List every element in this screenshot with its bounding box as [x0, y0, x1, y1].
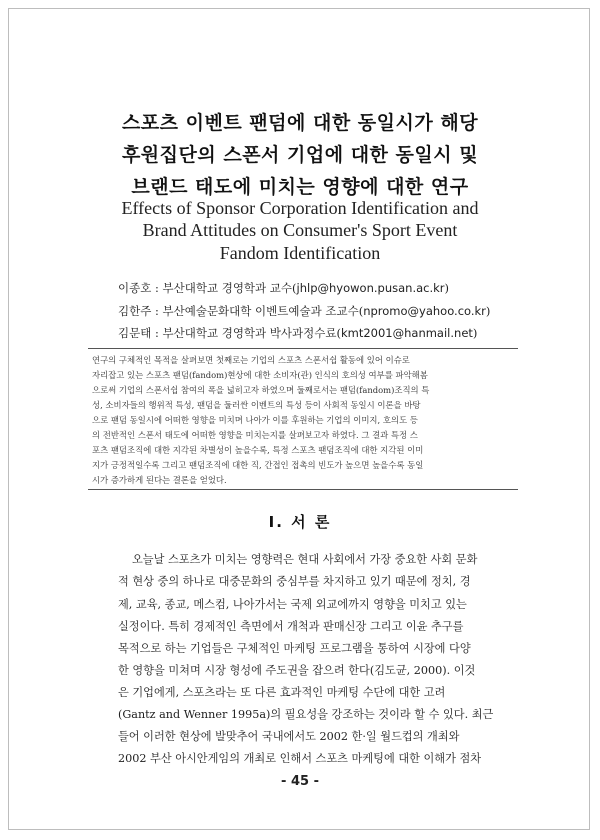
english-title-line-3: Fandom Identification	[219, 243, 381, 263]
section-number: I.	[268, 513, 284, 531]
author-affiliation: 부산대학교 경영학과 박사과정수료	[162, 326, 337, 340]
english-title-line-2: Brand Attitudes on Consumer's Sport Event	[142, 220, 458, 240]
author-name: 김문태	[118, 326, 152, 340]
body-line: 적 현상 중의 하나로 대중문화의 중심부를 차지하고 있기 때문에 정치, 경	[118, 575, 471, 588]
author-affiliation: 부산대학교 경영학과 교수	[162, 281, 293, 295]
author-affiliation: 부산예술문화대학 이벤트예술과 조교수	[162, 304, 359, 318]
body-line: 한 영향을 미쳐며 시장 형성에 주도권을 잡으려 한다(김도균, 2000). 이것	[118, 664, 476, 677]
body-line	[118, 551, 518, 567]
abstract-line: 포츠 팬덤조직에 대한 지각된 차별성이 높을수록, 특정 스포츠 팬덤조직에 대한 지각된 이미	[92, 445, 424, 455]
body-line: 목적으로 하는 기업들은 구체적인 마케팅 프로그램을 통하여 시장에 다양	[118, 642, 471, 655]
section-title: 서 론	[291, 513, 332, 531]
korean-title-line-2: 후원집단의 스폰서 기업에 대한 동일시 및	[121, 144, 479, 166]
author-3: 김문태 : 부산대학교 경영학과 박사과정수료(kmt2001@hanmail.net)	[118, 326, 478, 340]
author-2: 김한주 : 부산예술문화대학 이벤트예술과 조교수(npromo@yahoo.co.kr)	[118, 304, 491, 318]
body-line: (Gantz and Wenner 1995a)의 필요성을 강조하는 것이라 할 수 있다. 최근	[118, 708, 494, 721]
author-1: 이종호 : 부산대학교 경영학과 교수(jhlp@hyowon.pusan.ac.kr)	[118, 281, 450, 295]
author-name: 김한주	[118, 304, 152, 318]
abstract-line: 연구의 구체적인 목적을 살펴보면 첫째로는 기업의 스포츠 스폰서쉽 활동에 있어 이슈로	[92, 355, 410, 365]
body-line: 은 기업에게, 스포츠라는 또 다른 효과적인 마케팅 수단에 대한 고려	[118, 686, 446, 699]
abstract-line: 성, 소비자들의 행위적 특성, 팬덤을 둘러싼 이벤트의 특성 등이 사회적 동일시 이론을 바탕	[92, 400, 421, 410]
body-line: 실정이다. 특히 경제적인 측면에서 개척과 판매신장 그리고 이윤 추구를	[118, 620, 464, 633]
korean-title-line-3: 브랜드 태도에 미치는 영향에 대한 연구	[131, 176, 469, 198]
abstract-line: 자리잡고 있는 스포츠 팬덤(fandom)현상에 대한 소비자(관) 인식의 호의성 여부를 파악해봄	[92, 370, 428, 380]
abstract-line: 의 전반적인 스폰서 태도에 어떠한 영향을 미치는지를 살펴보고자 하였다. 그 결과 특정 스	[92, 430, 418, 440]
page-number: - 45 -	[281, 774, 319, 789]
body-line: 2002 부산 아시안게임의 개최로 인해서 스포츠 마케팅에 대한 이해가 점차	[118, 752, 482, 765]
body-line: 들어 이러한 현상에 발맞추어 국내에서도 2002 한·일 월드컵의 개최와	[118, 730, 460, 743]
author-email[interactable]: npromo@yahoo.co.kr	[363, 304, 486, 318]
abstract-line: 지가 긍정적일수록 그리고 팬덤조직에 대한 직, 간접인 접촉의 빈도가 높으면 높을수록 동일	[92, 460, 424, 470]
english-title-line-1: Effects of Sponsor Corporation Identification and	[121, 198, 479, 218]
author-email[interactable]: jhlp@hyowon.pusan.ac.kr	[296, 281, 445, 295]
section-heading	[0, 511, 600, 532]
abstract-line: 시가 증가하게 된다는 결론을 얻었다.	[92, 475, 227, 485]
author-email[interactable]: kmt2001@hanmail.net	[340, 326, 473, 340]
body-line: 제, 교육, 종교, 메스컴, 나아가서는 국제 외교에까지 영향을 미치고 있는	[118, 598, 467, 611]
body-text: 오늘날 스포츠가 미치는 영향력은 현대 사회에서 가장 중요한 사회 문화	[132, 553, 478, 566]
abstract-line: 으로써 기업의 스폰서쉽 참여의 폭을 넓히고자 하였으며 둘째로서는 팬덤(fandom)조직의 특	[92, 385, 430, 395]
author-name: 이종호	[118, 281, 152, 295]
abstract-line: 으로 팬덤 동일시에 어떠한 영향을 미치며 나아가 이를 후원하는 기업의 이미지, 호의도 등	[92, 415, 418, 425]
korean-title-line-1: 스포츠 이벤트 팬덤에 대한 동일시가 해당	[121, 112, 479, 134]
